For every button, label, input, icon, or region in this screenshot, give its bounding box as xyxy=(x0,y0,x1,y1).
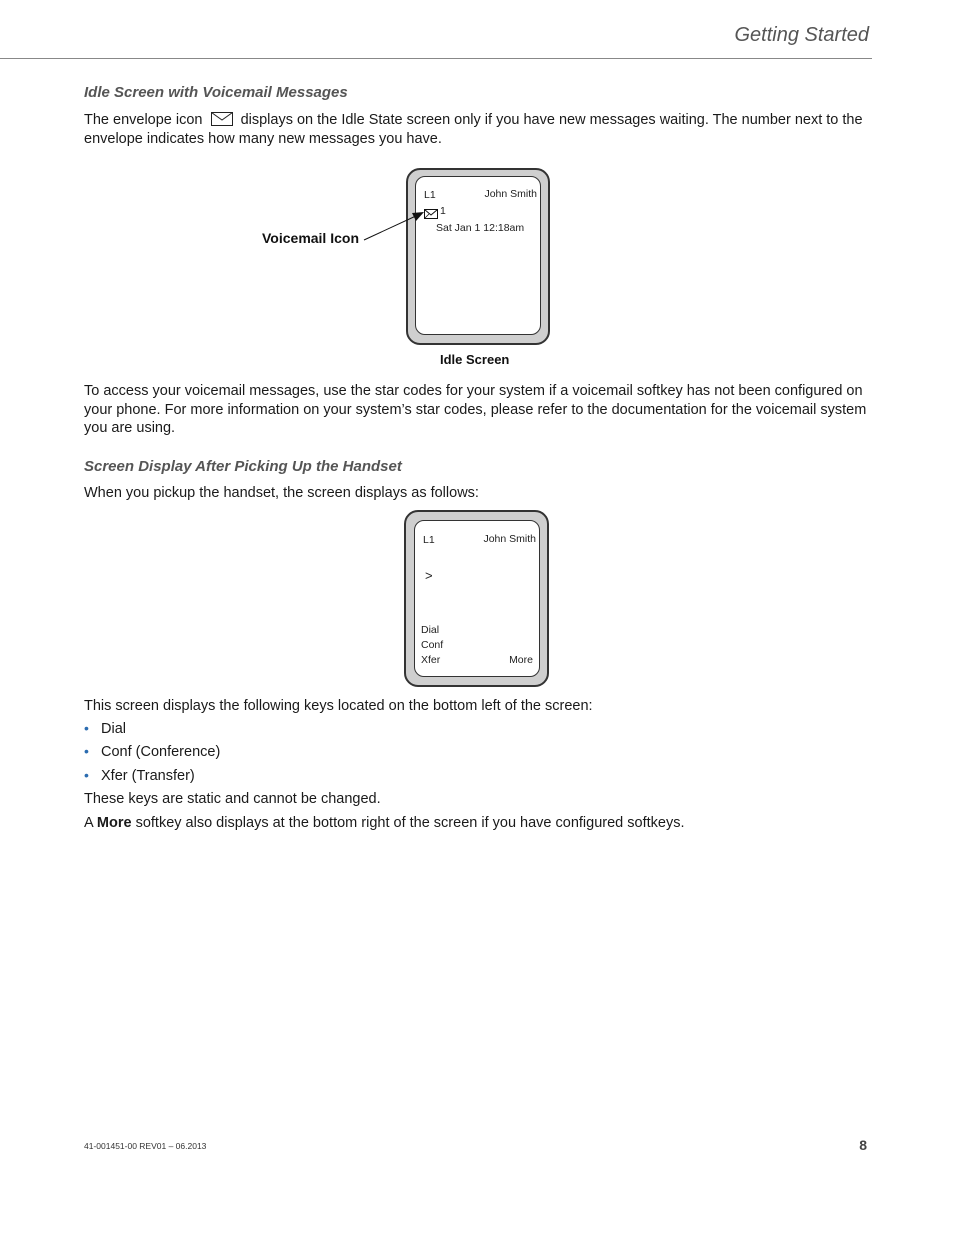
intro-paragraph xyxy=(84,111,870,148)
document-id: 41-001451-00 REV01 – 06.2013 xyxy=(84,1141,207,1151)
idle-screen-display xyxy=(415,176,541,335)
more-suffix: softkey also displays at the bottom right of the screen if you have configured softkeys. xyxy=(135,815,685,831)
heading-handset-screen: Screen Display After Picking Up the Handset xyxy=(84,458,402,475)
page-number: 8 xyxy=(859,1137,867,1153)
figure-caption-idle-screen: Idle Screen xyxy=(440,352,510,367)
softkey-more: More xyxy=(509,654,533,666)
heading-idle-screen: Idle Screen with Voicemail Messages xyxy=(84,84,348,101)
dial-prompt: > xyxy=(425,568,433,583)
bullet-icon: • xyxy=(84,767,89,783)
bullet-text: Dial xyxy=(101,721,126,737)
more-softkey-paragraph xyxy=(84,814,870,833)
user-name: John Smith xyxy=(484,188,537,200)
phone-display-handset xyxy=(404,510,549,687)
bullet-item xyxy=(84,767,195,784)
section-title: Getting Started xyxy=(734,24,869,46)
phone-display-idle xyxy=(406,168,550,345)
bullet-text: Xfer (Transfer) xyxy=(101,768,195,784)
static-keys-note: These keys are static and cannot be changed. xyxy=(84,791,381,807)
softkey-dial: Dial xyxy=(421,624,440,636)
intro-text-after-icon: displays on the Idle State screen only if you have new messages waiting. The number next to the envelope indicates how many new messages you have. xyxy=(84,112,863,147)
user-name: John Smith xyxy=(483,533,536,545)
bullet-icon: • xyxy=(84,720,89,736)
more-prefix: A xyxy=(84,815,93,831)
keys-intro: This screen displays the following keys located on the bottom left of the screen: xyxy=(84,698,593,714)
line-label: L1 xyxy=(423,534,435,546)
message-count: 1 xyxy=(440,205,446,217)
softkey-xfer: Xfer xyxy=(421,654,441,666)
handset-intro: When you pickup the handset, the screen displays as follows: xyxy=(84,485,479,501)
handset-screen-display xyxy=(414,520,540,677)
header-divider xyxy=(0,58,872,59)
voicemail-access-paragraph: To access your voicemail messages, use the star codes for your system if a voicemail softkey has not been configured on your phone. For more information on your system’s star codes, please refer to the documentation for the voicemail system you are using. xyxy=(84,383,867,436)
envelope-icon xyxy=(211,112,233,126)
softkey-conf: Conf xyxy=(421,639,444,651)
line-label: L1 xyxy=(424,189,436,201)
bullet-text: Conf (Conference) xyxy=(101,744,221,760)
bullet-item xyxy=(84,720,126,737)
voicemail-icon-callout: Voicemail Icon xyxy=(262,230,359,246)
bullet-icon: • xyxy=(84,743,89,759)
more-keyword: More xyxy=(96,815,132,831)
date-time: Sat Jan 1 12:18am xyxy=(436,222,525,234)
bullet-item xyxy=(84,743,220,760)
intro-text-before-icon: The envelope icon xyxy=(84,112,203,128)
callout-arrow xyxy=(360,205,430,245)
